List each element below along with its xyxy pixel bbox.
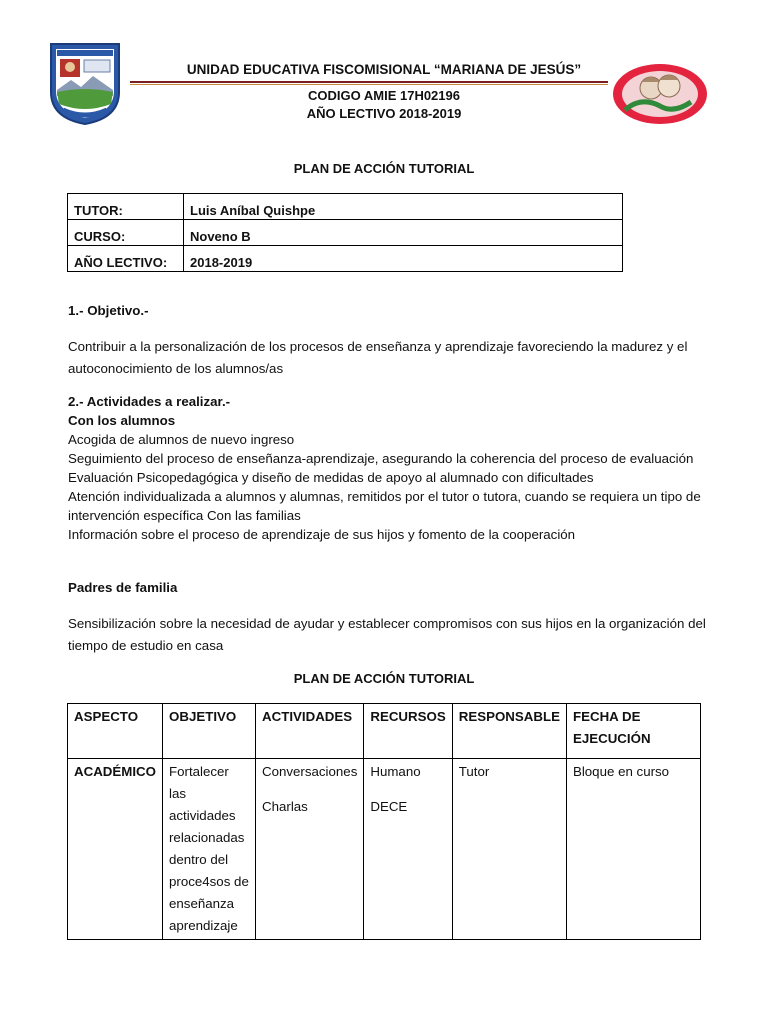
list-item: Atención individualizada a alumnos y alumnas, remitidos por el tutor o tutora, cuando se requiera un tipo de intervención específica Con las familias [68,489,701,523]
school-year: AÑO LECTIVO 2018-2019 [306,106,462,121]
school-crest-logo [47,40,123,126]
objective-heading: 1.- Objetivo.- [68,303,149,318]
activities-heading: 2.- Actividades a realizar.- [68,394,231,409]
resource-item: DECE [370,799,408,814]
column-header: ACTIVIDADES [256,704,364,759]
objective-cell: Fortalecer las actividades relacionadas dentro del proce4sos de enseñanza aprendizaje [163,759,256,940]
column-header: RECURSOS [364,704,452,759]
school-name: UNIDAD EDUCATIVA FISCOMISIONAL “MARIANA DE JESÚS” [186,62,582,77]
table-row [68,759,701,940]
info-label: CURSO: [68,220,184,246]
date-cell: Bloque en curso [566,759,700,940]
list-item: Información sobre el proceso de aprendizaje de sus hijos y fomento de la cooperación [68,527,576,542]
list-item: Evaluación Psicopedagógica y diseño de medidas de apoyo al alumnado con dificultades [68,470,594,485]
info-label: TUTOR: [68,194,184,220]
column-header: ASPECTO [68,704,163,759]
plan-table-title: PLAN DE ACCIÓN TUTORIAL [293,671,475,686]
activities-list [68,430,708,544]
info-label: AÑO LECTIVO: [68,246,184,272]
tutor-info-table [67,193,623,272]
activity-item: Conversaciones [262,764,358,779]
parents-heading: Padres de familia [68,580,178,595]
column-header: FECHA DE EJECUCIÓN [566,704,700,759]
activities-cell [256,759,364,940]
table-row [68,220,623,246]
resources-cell [364,759,452,940]
list-item: Acogida de alumnos de nuevo ingreso [68,432,295,447]
objective-text: Contribuir a la personalización de los procesos de enseñanza y aprendizaje favoreciendo la madurez y el autoconocimiento de los alumnos/as [68,339,688,376]
info-value: 2018-2019 [184,246,623,272]
list-item: Seguimiento del proceso de enseñanza-aprendizaje, asegurando la coherencia del proceso de evaluación [68,451,694,466]
column-header: OBJETIVO [163,704,256,759]
aspect-cell: ACADÉMICO [68,759,163,940]
activities-subheading: Con los alumnos [68,413,176,428]
resource-item: Humano [370,764,421,779]
parents-text: Sensibilización sobre la necesidad de ayudar y establecer compromisos con sus hijos en la organización del tiempo de estudio en casa [68,616,706,653]
header-rule [130,81,608,83]
table-header-row [68,704,701,759]
amie-code: CODIGO AMIE 17H02196 [308,88,460,103]
column-header: RESPONSABLE [452,704,566,759]
responsible-cell: Tutor [452,759,566,940]
table-row [68,246,623,272]
header-rule-secondary [130,84,608,85]
activity-item: Charlas [262,799,308,814]
info-value: Luis Aníbal Quishpe [184,194,623,220]
info-value: Noveno B [184,220,623,246]
table-row [68,194,623,220]
document-title: PLAN DE ACCIÓN TUTORIAL [293,161,475,176]
action-plan-table [67,703,701,940]
oval-emblem-logo [611,62,709,126]
